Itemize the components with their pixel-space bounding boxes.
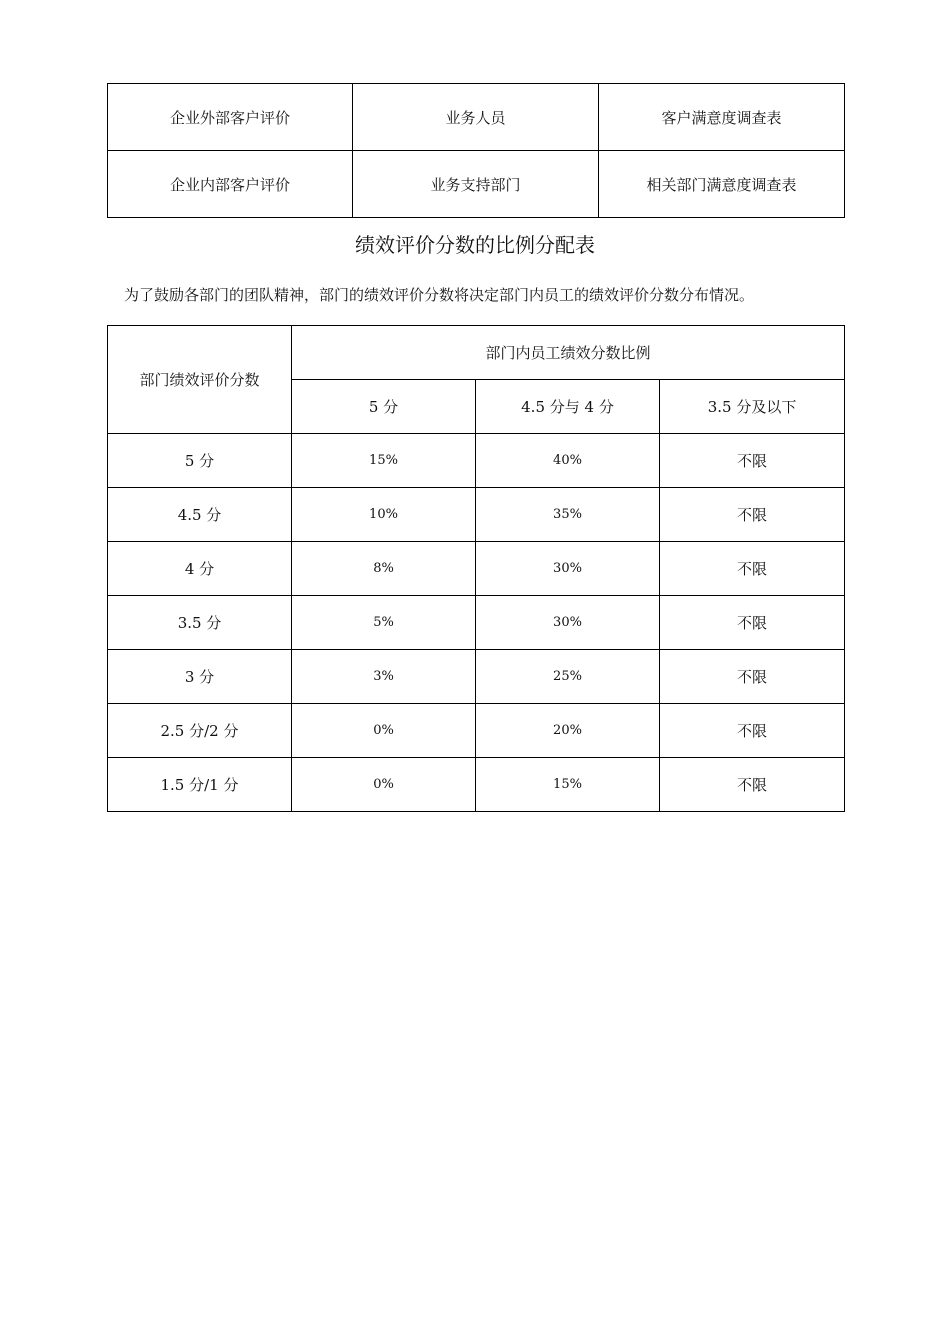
- table-cell: 20%: [476, 704, 660, 758]
- table-cell: 3%: [292, 650, 476, 704]
- score-ratio-table: [107, 325, 845, 812]
- table-cell: 业务人员: [353, 84, 599, 151]
- column-header-cell: 3.5 分及以下: [660, 380, 845, 434]
- table-row: [108, 650, 845, 704]
- table-cell: 30%: [476, 542, 660, 596]
- table-cell: 不限: [660, 596, 845, 650]
- table-cell: 0%: [292, 758, 476, 812]
- column-header-cell: 5 分: [292, 380, 476, 434]
- table-cell: 不限: [660, 650, 845, 704]
- table-cell: 4.5 分: [108, 488, 292, 542]
- evaluation-method-table: [107, 83, 845, 218]
- section-title: 绩效评价分数的比例分配表: [355, 233, 595, 257]
- table-cell: 30%: [476, 596, 660, 650]
- table-cell: 25%: [476, 650, 660, 704]
- table-cell: 业务支持部门: [353, 151, 599, 218]
- table-cell: 10%: [292, 488, 476, 542]
- table-cell: 不限: [660, 434, 845, 488]
- table-cell: 相关部门满意度调查表: [599, 151, 845, 218]
- table-header-row: [108, 326, 845, 380]
- table-row: [108, 488, 845, 542]
- table-row: [108, 151, 845, 218]
- table-cell: 15%: [292, 434, 476, 488]
- table-cell: 3 分: [108, 650, 292, 704]
- table-cell: 15%: [476, 758, 660, 812]
- table-cell: 企业内部客户评价: [108, 151, 353, 218]
- table-row: [108, 596, 845, 650]
- table-cell: 1.5 分/1 分: [108, 758, 292, 812]
- table-cell: 0%: [292, 704, 476, 758]
- table-cell: 5 分: [108, 434, 292, 488]
- table-row: [108, 758, 845, 812]
- table-cell: 8%: [292, 542, 476, 596]
- table-cell: 不限: [660, 488, 845, 542]
- table-cell: 2.5 分/2 分: [108, 704, 292, 758]
- table-cell: 35%: [476, 488, 660, 542]
- table-cell: 不限: [660, 542, 845, 596]
- table-cell: 5%: [292, 596, 476, 650]
- column-header-cell: 4.5 分与 4 分: [476, 380, 660, 434]
- intro-paragraph: 为了鼓励各部门的团队精神，部门的绩效评价分数将决定部门内员工的绩效评价分数分布情况。: [124, 286, 755, 304]
- table-cell: 4 分: [108, 542, 292, 596]
- table-cell: 企业外部客户评价: [108, 84, 353, 151]
- table-row: [108, 434, 845, 488]
- row-header-cell: 部门绩效评价分数: [108, 326, 292, 434]
- table-cell: 3.5 分: [108, 596, 292, 650]
- table-cell: 40%: [476, 434, 660, 488]
- table-row: [108, 704, 845, 758]
- group-header-cell: 部门内员工绩效分数比例: [292, 326, 845, 380]
- table-cell: 不限: [660, 704, 845, 758]
- table-cell: 不限: [660, 758, 845, 812]
- table-row: [108, 84, 845, 151]
- table-row: [108, 542, 845, 596]
- table-cell: 客户满意度调查表: [599, 84, 845, 151]
